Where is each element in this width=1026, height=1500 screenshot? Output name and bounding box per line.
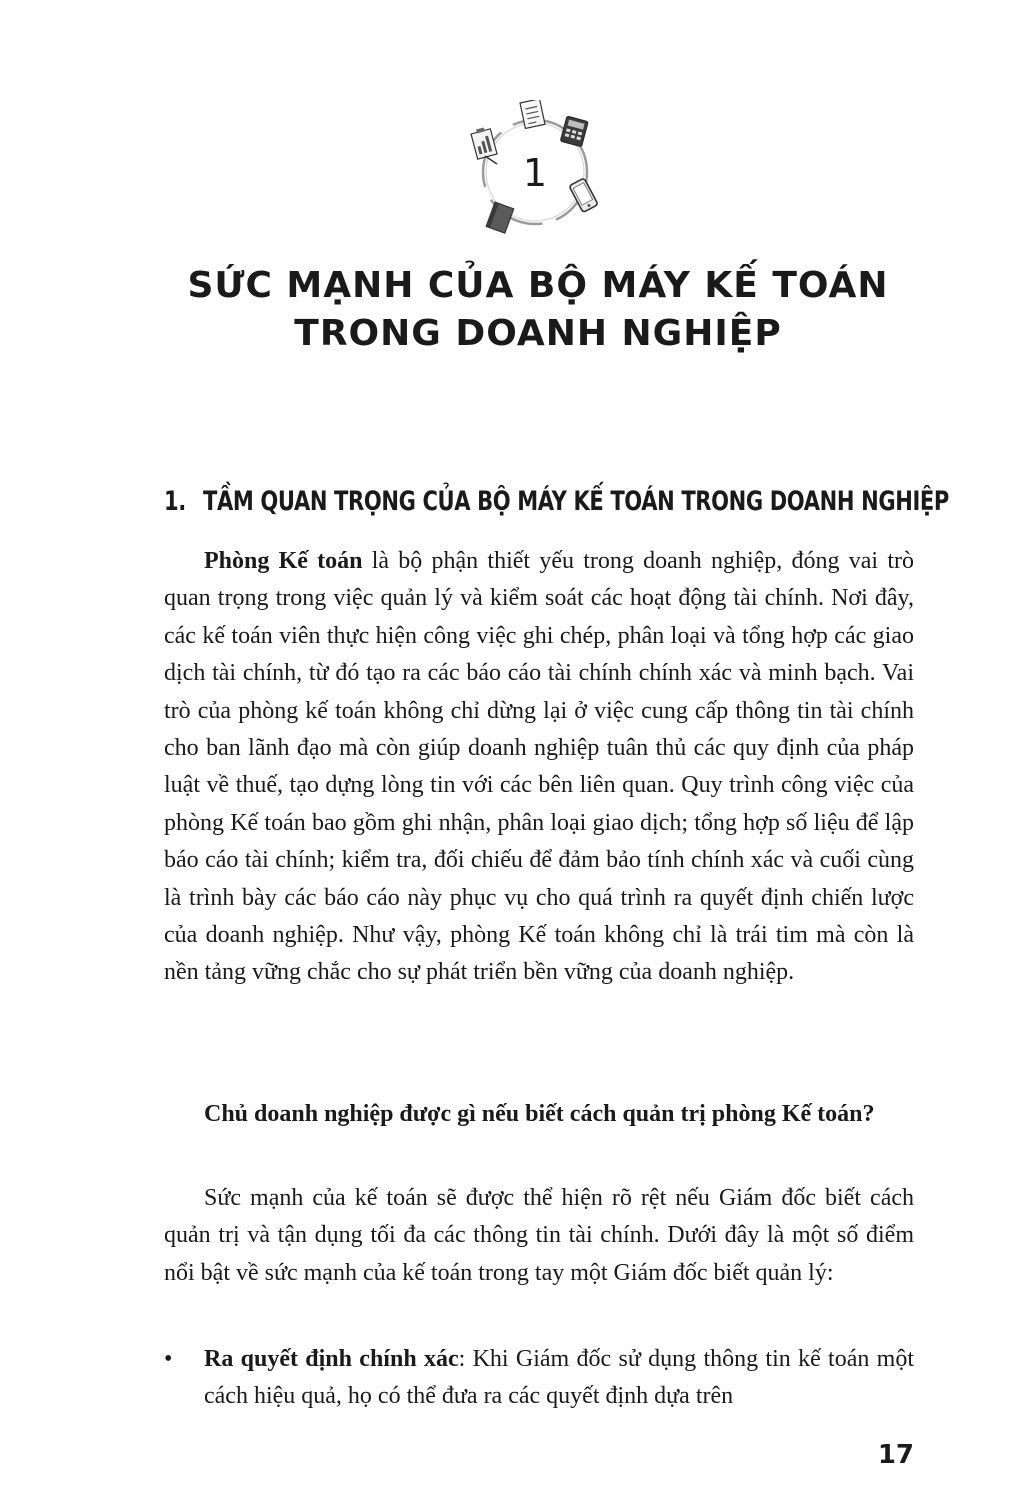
clipboard-chart-icon [470, 126, 497, 159]
subheading-question [164, 1096, 914, 1133]
page-number: 17 [877, 1440, 914, 1470]
bullet-lead: Ra quyết định chính xác [204, 1346, 459, 1372]
chapter-title-line-1: SỨC MẠNH CỦA BỘ MÁY KẾ TOÁN [187, 265, 889, 306]
paragraph-1-lead: Phòng Kế toán [204, 548, 363, 574]
notebook-icon [486, 202, 514, 233]
bullet-rest: : Khi Giám đốc sử dụng thông tin kế toán một cách hiệu quả, họ có thể đưa ra các quyết định dựa trên [204, 1346, 914, 1410]
chapter-number: 1 [522, 151, 548, 195]
chapter-title [0, 262, 1026, 358]
bullet-text [204, 1341, 914, 1416]
body-paragraph-1 [164, 543, 914, 992]
calculator-icon [560, 116, 588, 147]
bullet-item [164, 1341, 914, 1416]
paragraph-2-text: Sức mạnh của kế toán sẽ được thể hiện rõ rệt nếu Giám đốc biết cách quản trị và tận dụng tối đa các thông tin tài chính. Dưới đây là một số điểm nổi bật về sức mạnh của kế toán trong tay một Giám đốc biết quản lý: [164, 1185, 914, 1286]
paragraph-1-text: là bộ phận thiết yếu trong doanh nghiệp, đóng vai trò quan trọng trong việc quản lý và kiểm soát các hoạt động tài chính. Nơi đây, các kế toán viên thực hiện công việc ghi chép, phân loại và tổng hợp các giao dịch tài chính, từ đó tạo ra các báo cáo tài chính chính xác và minh bạch. Vai trò của phòng kế toán không chỉ dừng lại ở việc cung cấp thông tin tài chính cho ban lãnh đạo mà còn giúp doanh nghiệp tuân thủ các quy định của pháp luật về thuế, tạo dựng lòng tin với các bên liên quan. Quy trình công việc của phòng Kế toán bao gồm ghi nhận, phân loại giao dịch; tổng hợp số liệu để lập báo cáo tài chính; kiểm tra, đối chiếu để đảm bảo tính chính xác và cuối cùng là trình bày các báo cáo này phục vụ cho quá trình ra quyết định chiến lược của doanh nghiệp. Như vậy, phòng Kế toán không chỉ là trái tim mà còn là nền tảng vững chắc cho sự phát triển bền vững của doanh nghiệp. [164, 548, 914, 986]
section-heading [164, 482, 949, 522]
section-title: TẦM QUAN TRỌNG CỦA BỘ MÁY KẾ TOÁN TRONG DOANH NGHIỆP [203, 486, 949, 517]
chapter-title-line-2: TRONG DOANH NGHIỆP [294, 313, 782, 354]
section-number: 1. [164, 486, 186, 517]
body-paragraph-2 [164, 1180, 914, 1292]
chapter-emblem [465, 100, 605, 240]
bullet-marker: • [164, 1346, 173, 1372]
subheading-text: Chủ doanh nghiệp được gì nếu biết cách quản trị phòng Kế toán? [204, 1101, 875, 1127]
emblem-graphic [465, 100, 605, 240]
